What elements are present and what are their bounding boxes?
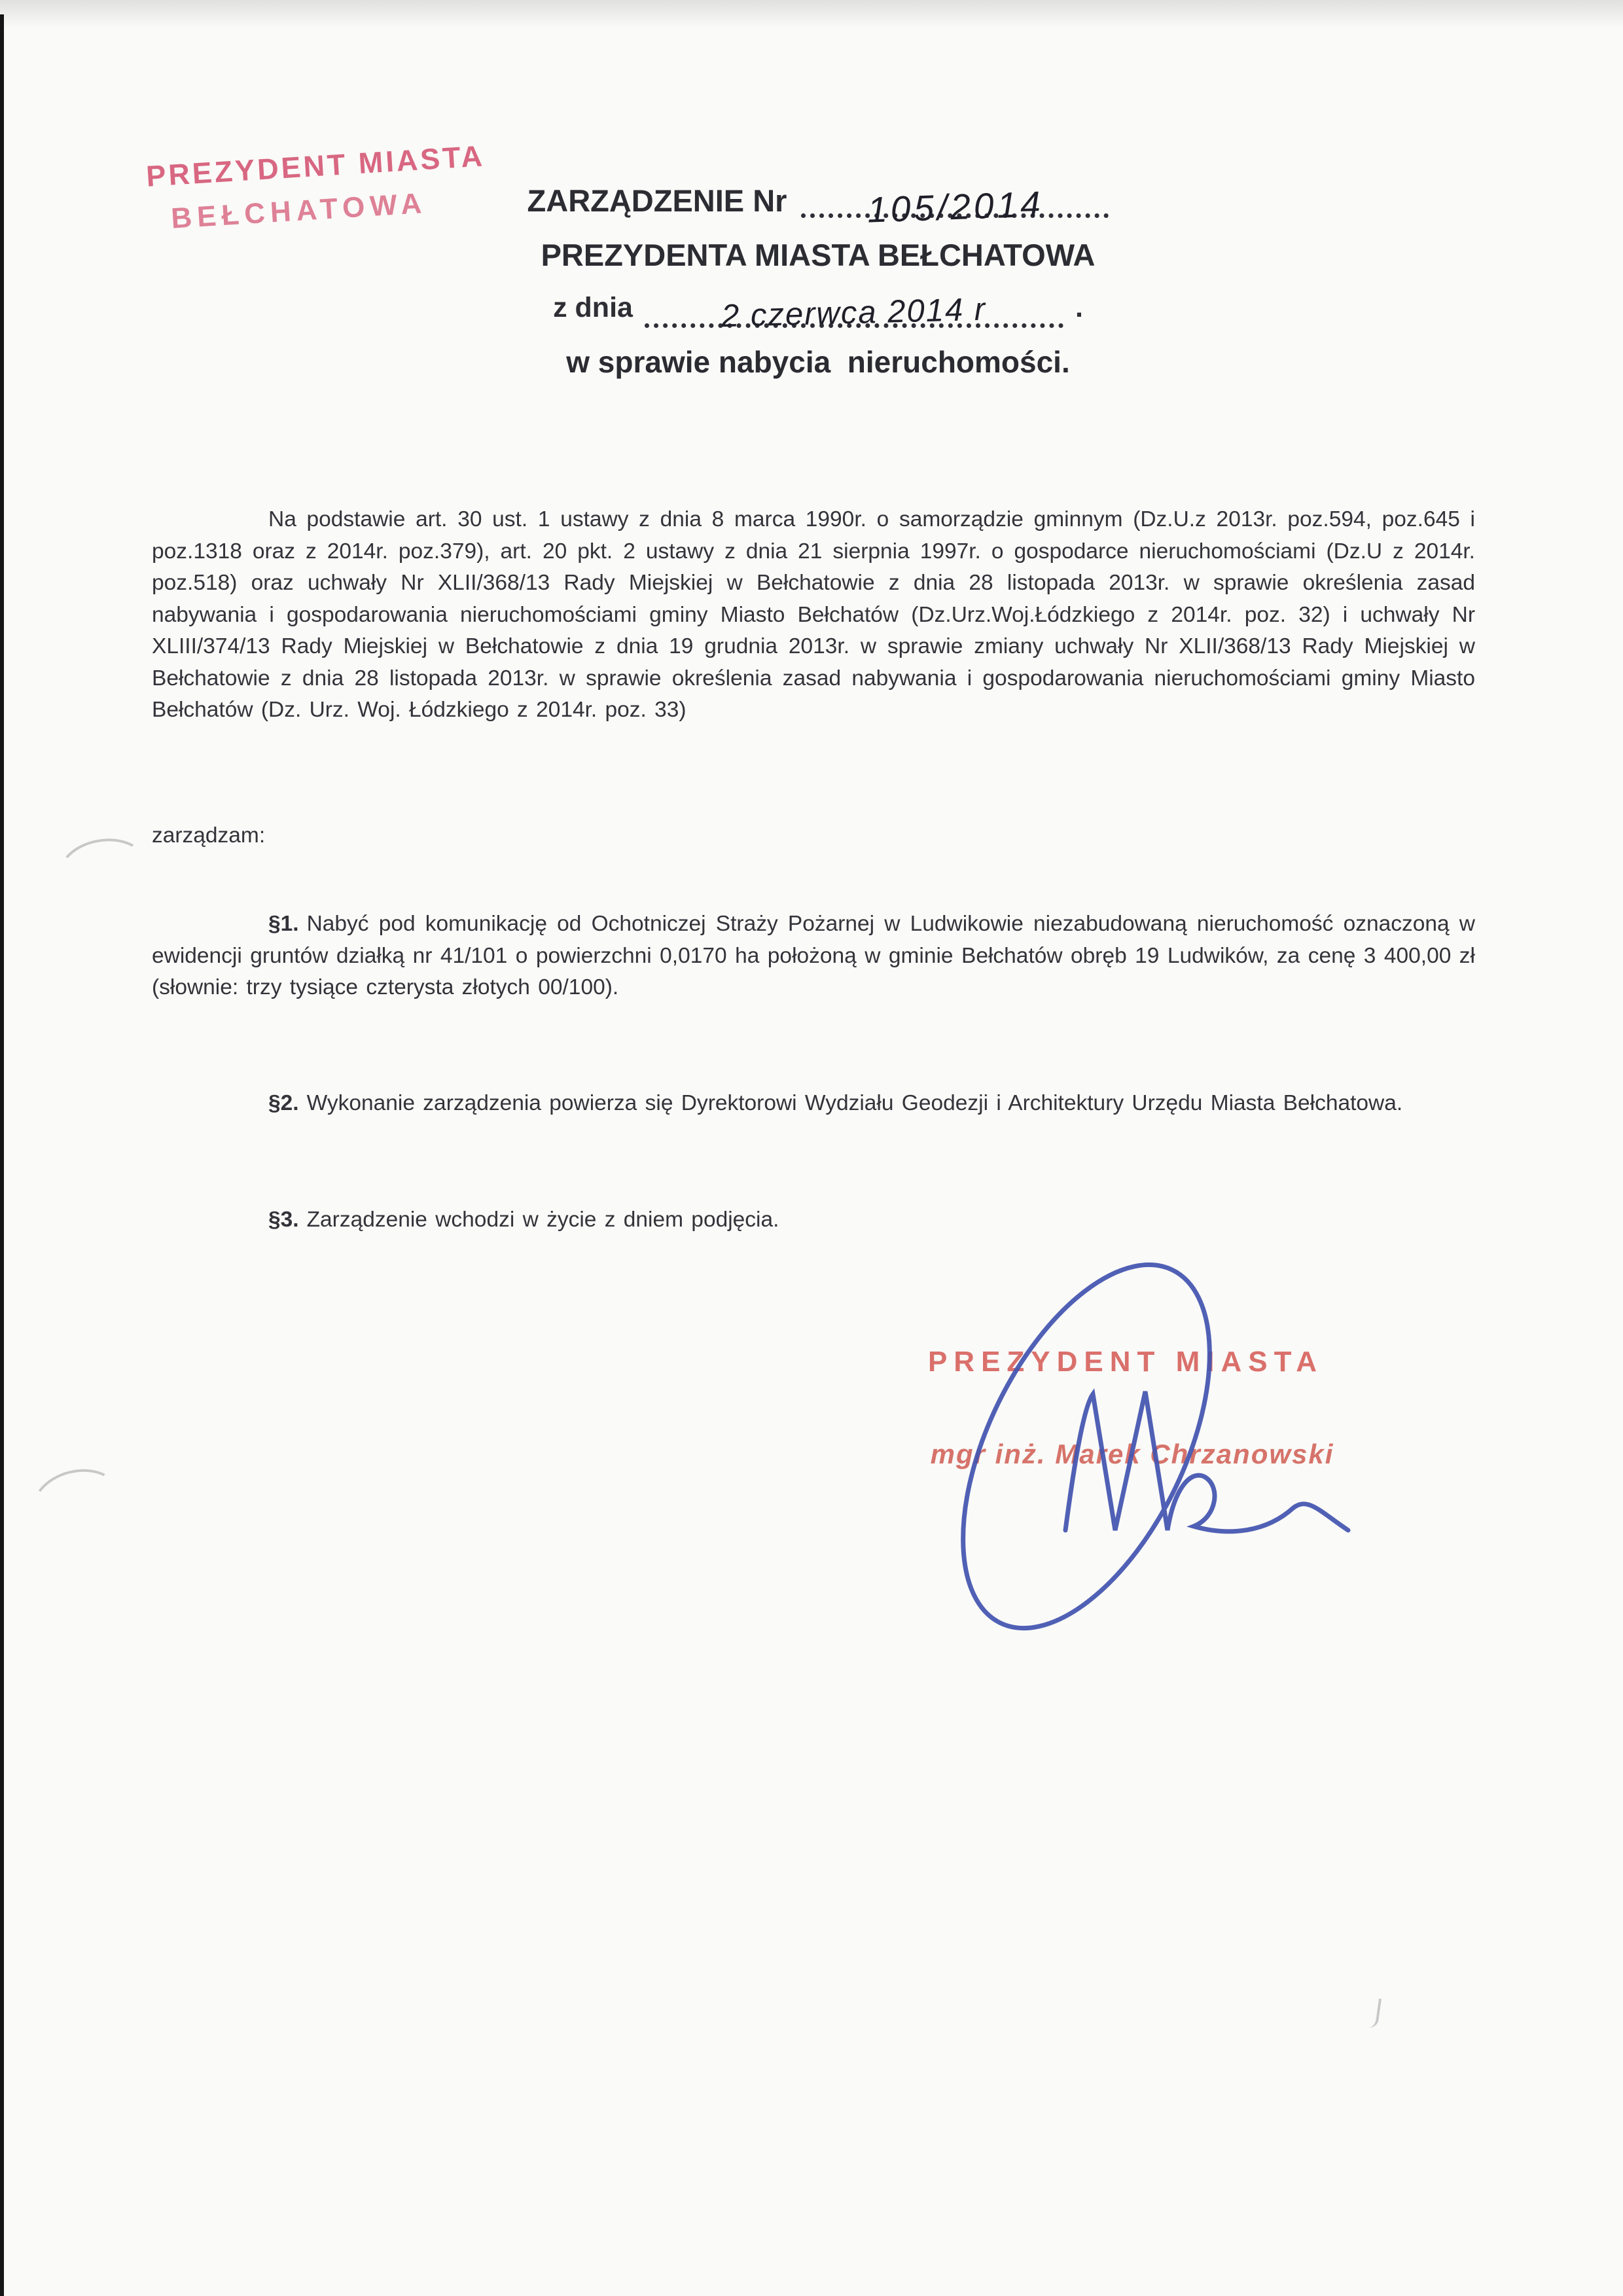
ordinance-number-handwritten: 105/2014 <box>866 183 1044 230</box>
corner-stamp-line1: PREZYDENT MIASTA <box>145 139 486 193</box>
signature-stamp-title: PREZYDENT MIASTA <box>927 1346 1324 1378</box>
corner-stamp-line2: BEŁCHATOWA <box>169 187 428 235</box>
legal-basis-paragraph: Na podstawie art. 30 ust. 1 ustawy z dnia 8 marca 1990r. o samorządzie gminnym (Dz.U.z 2013r. poz.594, poz.645 i poz.1318 oraz z 2014r. poz.379), art. 20 pkt. 2 ustawy z dnia 21 sierpnia 1997r. o gospodarce nieruchomościami (Dz.U z 2014r. poz.518) oraz uchwały Nr XLII/368/13 Rady Miejskiej w Bełchatowie z dnia 28 listopada 2013r. w sprawie określenia zasad nabywania i gospodarowania nieruchomościami gminy Miasto Bełchatów (Dz.Urz.Woj.Łódzkiego z 2014r. poz. 32) i uchwały Nr XLIII/374/13 Rady Miejskiej w Bełchatowie z dnia 19 grudnia 2013r. w sprawie zmiany uchwały Nr XLII/368/13 Rady Miejskiej w Bełchatowie z dnia 28 listopada 2013r. w sprawie określenia zasad nabywania i gospodarowania nieruchomościami gminy Miasto Bełchatów (Dz. Urz. Woj. Łódzkiego z 2014r. poz. 33) <box>152 507 1475 722</box>
scan-punch-mark-lower <box>24 1460 130 1549</box>
zarzadzam-closing-line: zarządzam: <box>152 823 266 848</box>
scan-smudge-bottom-right <box>1361 1996 1382 2028</box>
section-2-text: Wykonanie zarządzenia powierza się Dyrektorowi Wydziału Geodezji i Architektury Urzędu Miasta Bełchatowa. <box>306 1091 1403 1115</box>
date-handwritten: 2 czerwca 2014 r <box>721 291 988 334</box>
ordinance-title-prefix: ZARZĄDZENIE Nr <box>527 183 787 218</box>
section-3-paragraph <box>152 1204 1475 1236</box>
date-dotted-leader <box>645 288 1063 334</box>
section-2-number: §2. <box>268 1091 299 1115</box>
signature-scribble-icon <box>890 1237 1387 1669</box>
section-3-number: §3. <box>268 1208 299 1232</box>
subject-line: w sprawie nabycia nieruchomości. <box>566 345 1070 379</box>
section-1-text: Nabyć pod komunikację od Ochotniczej Straży Pożarnej w Ludwikowie niezabudowaną nieruchomość oznaczoną w ewidencji gruntów działką nr 41/101 o powierzchni 0,0170 ha położoną w gminie Bełchatów obręb 19 Ludwików, za cenę 3 400,00 zł (słownie: trzy tysiące czterysta złotych 00/100). <box>152 912 1475 999</box>
section-2-paragraph <box>152 1088 1475 1120</box>
ordinance-title-line <box>386 178 1250 230</box>
ordinance-number-dotted-leader <box>801 178 1109 230</box>
date-line <box>386 288 1250 334</box>
date-prefix: z dnia <box>553 292 633 323</box>
date-suffix: . <box>1075 292 1083 323</box>
section-1-number: §1. <box>268 912 299 936</box>
section-3-text: Zarządzenie wchodzi w życie z dniem podjęcia. <box>306 1208 779 1232</box>
section-1-paragraph <box>152 908 1475 1004</box>
scan-punch-mark-upper <box>52 832 154 912</box>
issuer-line: PREZYDENTA MIASTA BEŁCHATOWA <box>541 238 1096 272</box>
signature-stamp-name: mgr inż. Marek Chrzanowski <box>930 1439 1334 1469</box>
scan-left-edge-artifact <box>0 14 4 2296</box>
scan-top-shade <box>0 0 1623 27</box>
